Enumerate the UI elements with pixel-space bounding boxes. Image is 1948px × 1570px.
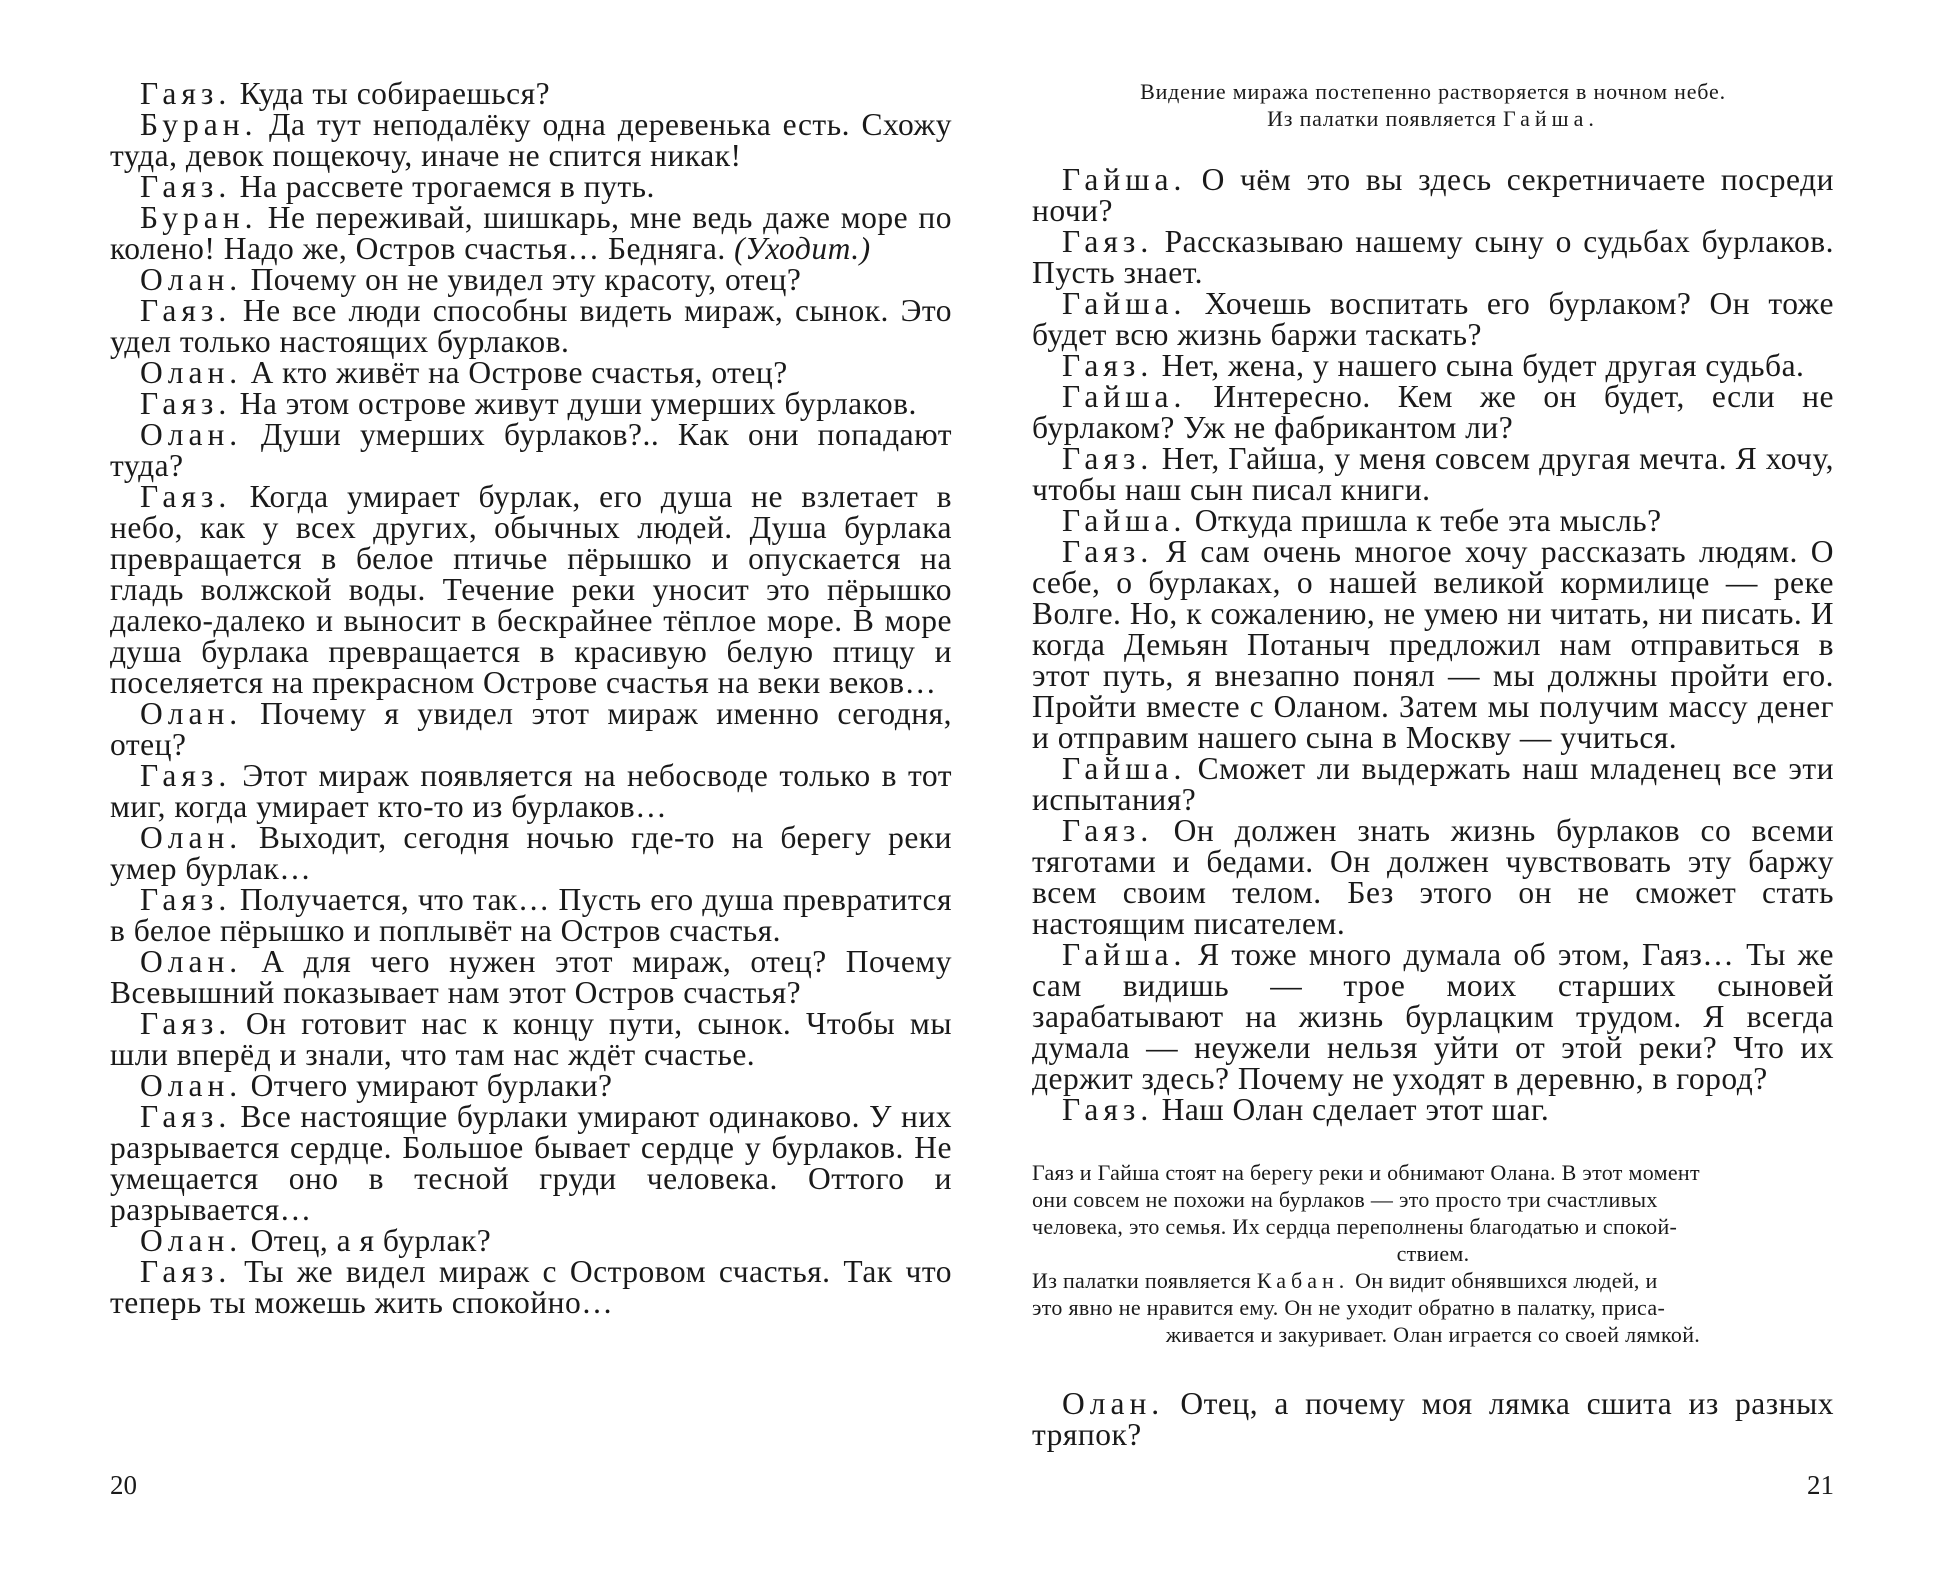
speaker-name: Олан. bbox=[140, 1068, 243, 1103]
speaker-name: Гаяз. bbox=[140, 386, 232, 421]
speaker-name: Гаяз. bbox=[1062, 813, 1154, 848]
line-text: Наш Олан сделает этот шаг. bbox=[1153, 1092, 1550, 1127]
speaker-name: Буран. bbox=[140, 107, 258, 142]
stage-direction bbox=[1032, 78, 1834, 132]
stage-direction bbox=[1032, 1159, 1834, 1348]
dialogue-line bbox=[110, 1101, 952, 1225]
line-text: Когда умирает бурлак, его душа не взлетает в небо, как у всех других, обычных людей. Душа бурлака превращается в белое птичье пёрышко и опускается на гладь волжской воды. Течение реки уносит это пёрышко далеко-далеко и выносит в бескрайнее тёплое море. В море душа бурлака превращается в красивую белую птицу и поселяется на прекрасном Острове счастья на веки веков… bbox=[110, 479, 952, 700]
speaker-name: Олан. bbox=[140, 262, 243, 297]
line-text: О чём это вы здесь секретничаете посреди ночи? bbox=[1032, 162, 1834, 228]
stage-text: Из палатки появляется bbox=[1032, 1268, 1257, 1293]
line-text: На рассвете трогаемся в путь. bbox=[231, 169, 655, 204]
dialogue-line bbox=[110, 109, 952, 171]
speaker-name: Гаяз. bbox=[140, 76, 232, 111]
stage-line: живается и закуривает. Олан играется со своей лямкой. bbox=[1165, 1322, 1701, 1347]
dialogue-line bbox=[110, 357, 952, 388]
speaker-name: Гаяз. bbox=[1062, 534, 1154, 569]
dialogue-line bbox=[1032, 443, 1834, 505]
dialogue-line bbox=[1032, 1388, 1834, 1450]
speaker-name: Олан. bbox=[140, 944, 243, 979]
dialogue-line bbox=[110, 78, 952, 109]
dialogue-line bbox=[1032, 815, 1834, 939]
line-text: На этом острове живут души умерших бурлаков. bbox=[231, 386, 917, 421]
line-text: Он готовит нас к концу пути, сынок. Чтобы мы шли вперёд и знали, что там нас ждёт счастье. bbox=[110, 1006, 952, 1072]
line-text: Да тут неподалёку одна деревенька есть. Схожу туда, девок пощекочу, иначе не спится никак! bbox=[110, 107, 952, 173]
page-number: 20 bbox=[110, 1470, 137, 1500]
stage-line: ствием. bbox=[1396, 1241, 1470, 1266]
dialogue-line bbox=[110, 388, 952, 419]
speaker-name: Олан. bbox=[140, 417, 243, 452]
dialogue-line bbox=[110, 946, 952, 1008]
speaker-name: Олан. bbox=[140, 355, 243, 390]
speaker-name: Олан. bbox=[140, 820, 243, 855]
dialogue-line bbox=[110, 698, 952, 760]
dialogue-line bbox=[110, 171, 952, 202]
stage-direction-italic: (Уходит.) bbox=[734, 231, 871, 266]
dialogue-line bbox=[110, 760, 952, 822]
speaker-name: Гаяз. bbox=[140, 1006, 232, 1041]
dialogue-line bbox=[110, 1008, 952, 1070]
speaker-name: Гайша. bbox=[1062, 503, 1187, 538]
dialogue-line bbox=[1032, 505, 1834, 536]
speaker-name: Гайша. bbox=[1062, 286, 1187, 321]
line-text: Все настоящие бурлаки умирают одинаково. У них разрывается сердце. Большое бывает сердце у бурлаков. Не умещается оно в тесной груди человека. Оттого и разрывается… bbox=[110, 1099, 952, 1227]
dialogue-line bbox=[110, 202, 952, 264]
speaker-name: Гайша. bbox=[1062, 162, 1187, 197]
speaker-name: Гаяз. bbox=[140, 479, 232, 514]
line-text: Ты же видел мираж с Островом счастья. Так что теперь ты можешь жить спокойно… bbox=[110, 1254, 952, 1320]
dialogue-line bbox=[1032, 381, 1834, 443]
character-name: Гайша. bbox=[1502, 106, 1599, 131]
dialogue-line bbox=[110, 1256, 952, 1318]
line-text: А для чего нужен этот мираж, отец? Почему Всевышний показывает нам этот Остров счастья? bbox=[110, 944, 952, 1010]
speaker-name: Гаяз. bbox=[1062, 1092, 1154, 1127]
stage-text: Он видит обнявшихся людей, и bbox=[1349, 1268, 1658, 1293]
speaker-name: Гаяз. bbox=[1062, 224, 1154, 259]
speaker-name: Гаяз. bbox=[140, 293, 232, 328]
line-text: Я сам очень многое хочу рассказать людям. О себе, о бурлаках, о нашей великой кормилице — реке Волге. Но, к сожалению, не умею ни читать, ни писать. И когда Демьян Потаныч предложил нам отправиться в этот путь, я внезапно понял — мы должны пройти его. Пройти вместе с Оланом. Затем мы получим массу денег и отправим нашего сына в Москву — учиться. bbox=[1032, 534, 1834, 755]
right-page bbox=[974, 0, 1948, 1570]
line-text: Он должен знать жизнь бурлаков со всеми тяготами и бедами. Он должен чувствовать эту баржу всем своим телом. Без этого он не сможет стать настоящим писателем. bbox=[1032, 813, 1834, 941]
speaker-name: Гайша. bbox=[1062, 937, 1187, 972]
page-number: 21 bbox=[1807, 1470, 1834, 1500]
line-text: Этот мираж появляется на небосводе только в тот миг, когда умирает кто-то из бурлаков… bbox=[110, 758, 952, 824]
dialogue-line bbox=[1032, 753, 1834, 815]
line-text: А кто живёт на Острове счастья, отец? bbox=[242, 355, 788, 390]
dialogue-line bbox=[1032, 164, 1834, 226]
speaker-name: Буран. bbox=[140, 200, 258, 235]
dialogue-line bbox=[110, 295, 952, 357]
speaker-name: Олан. bbox=[1062, 1386, 1165, 1421]
stage-line: это явно не нравится ему. Он не уходит обратно в палатку, приса- bbox=[1032, 1295, 1666, 1320]
stage-text: Из палатки появляется bbox=[1267, 106, 1503, 131]
dialogue-line bbox=[1032, 288, 1834, 350]
line-text: Души умерших бурлаков?.. Как они попадают туда? bbox=[110, 417, 952, 483]
line-text: Рассказываю нашему сыну о судьбах бурлаков. Пусть знает. bbox=[1032, 224, 1834, 290]
line-text: Почему он не увидел эту красоту, отец? bbox=[242, 262, 802, 297]
dialogue-line bbox=[110, 822, 952, 884]
speaker-name: Олан. bbox=[140, 1223, 243, 1258]
line-text: Откуда пришла к тебе эта мысль? bbox=[1186, 503, 1662, 538]
stage-line: человека, это семья. Их сердца переполнены благодатью и спокой- bbox=[1032, 1214, 1678, 1239]
speaker-name: Гаяз. bbox=[140, 169, 232, 204]
line-text: Почему я увидел этот мираж именно сегодня, отец? bbox=[110, 696, 952, 762]
character-name: Кабан. bbox=[1256, 1268, 1350, 1293]
stage-line bbox=[1032, 105, 1834, 132]
dialogue-line bbox=[110, 264, 952, 295]
dialogue-line bbox=[110, 884, 952, 946]
line-text: Отец, а я бурлак? bbox=[242, 1223, 492, 1258]
dialogue-line bbox=[110, 419, 952, 481]
speaker-name: Гаяз. bbox=[140, 1254, 232, 1289]
line-text: Не переживай, шишкарь, мне ведь даже море по колено! Надо же, Остров счастья… Бедняга. bbox=[110, 200, 952, 266]
line-text: Получается, что так… Пусть его душа превратится в белое пёрышко и поплывёт на Остров счастья. bbox=[110, 882, 952, 948]
left-text-column bbox=[110, 78, 952, 1318]
speaker-name: Гаяз. bbox=[1062, 441, 1154, 476]
speaker-name: Гайша. bbox=[1062, 379, 1187, 414]
line-text: Отчего умирают бурлаки? bbox=[242, 1068, 613, 1103]
speaker-name: Олан. bbox=[140, 696, 243, 731]
stage-line: Видение миража постепенно растворяется в ночном небе. bbox=[1140, 79, 1726, 104]
dialogue-line bbox=[110, 481, 952, 698]
line-text: Куда ты собираешься? bbox=[231, 76, 551, 111]
dialogue-line bbox=[1032, 226, 1834, 288]
line-text: Нет, Гайша, у меня совсем другая мечта. Я хочу, чтобы наш сын писал книги. bbox=[1032, 441, 1834, 507]
line-text: Выходит, сегодня ночью где-то на берегу реки умер бурлак… bbox=[110, 820, 952, 886]
dialogue-line bbox=[110, 1070, 952, 1101]
speaker-name: Гаяз. bbox=[1062, 348, 1154, 383]
stage-line bbox=[1032, 1267, 1834, 1294]
line-text: Хочешь воспитать его бурлаком? Он тоже будет всю жизнь баржи таскать? bbox=[1032, 286, 1834, 352]
line-text: Нет, жена, у нашего сына будет другая судьба. bbox=[1153, 348, 1805, 383]
dialogue-line bbox=[110, 1225, 952, 1256]
stage-line: Гаяз и Гайша стоят на берегу реки и обнимают Олана. В этот момент bbox=[1032, 1160, 1700, 1185]
line-text: Отец, а почему моя лямка сшита из разных тряпок? bbox=[1032, 1386, 1834, 1452]
dialogue-line bbox=[1032, 536, 1834, 753]
speaker-name: Гайша. bbox=[1062, 751, 1187, 786]
stage-line: они совсем не похожи на бурлаков — это просто три счастливых bbox=[1032, 1187, 1658, 1212]
right-text-column bbox=[1032, 78, 1834, 1450]
dialogue-line bbox=[1032, 939, 1834, 1094]
speaker-name: Гаяз. bbox=[140, 882, 232, 917]
line-text: Я тоже много думала об этом, Гаяз… Ты же сам видишь — трое моих старших сыновей зарабатывают на жизнь бурлацким трудом. Я всегда думала — неужели нельзя уйти от этой реки? Что их держит здесь? Почему не уходят в деревню, в город? bbox=[1032, 937, 1834, 1096]
line-text: Не все люди способны видеть мираж, сынок. Это удел только настоящих бурлаков. bbox=[110, 293, 952, 359]
dialogue-line bbox=[1032, 1094, 1834, 1125]
dialogue-line bbox=[1032, 350, 1834, 381]
speaker-name: Гаяз. bbox=[140, 758, 232, 793]
speaker-name: Гаяз. bbox=[140, 1099, 232, 1134]
line-text: Интересно. Кем же он будет, если не бурлаком? Уж не фабрикантом ли? bbox=[1032, 379, 1834, 445]
line-text: Сможет ли выдержать наш младенец все эти испытания? bbox=[1032, 751, 1834, 817]
